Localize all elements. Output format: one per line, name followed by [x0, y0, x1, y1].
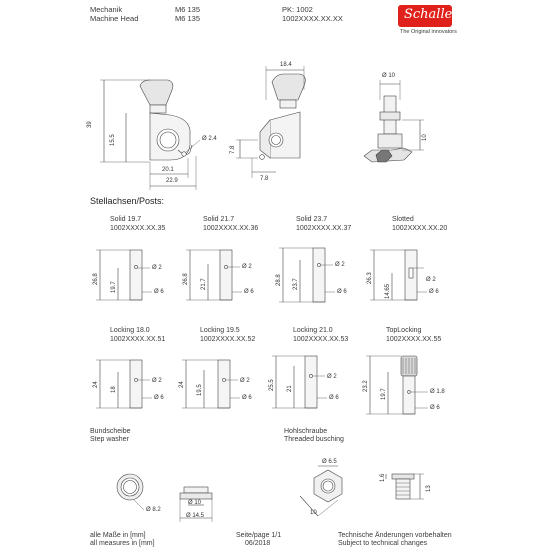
post-hole: Ø 2 — [426, 277, 436, 283]
post-hole: Ø 2 — [152, 265, 162, 271]
post-name: Solid 19.7 — [110, 216, 142, 223]
post-h1: 26.8 — [183, 273, 189, 285]
dim-d2-4: Ø 2.4 — [202, 136, 217, 142]
post-h1: 24 — [93, 381, 99, 388]
header-name-en: Machine Head — [90, 14, 139, 23]
post-diameter: Ø 6 — [242, 395, 252, 401]
footer-page: Seite/page 1/1 — [236, 532, 282, 539]
post-h2: 18 — [111, 386, 117, 393]
brand-tagline: The Original innovators — [400, 29, 457, 35]
post-diameter: Ø 6 — [429, 289, 439, 295]
bushing-13: 13 — [426, 485, 432, 492]
post-code: 1002XXXX.XX.36 — [203, 225, 259, 232]
dim-7-8-horizontal: 7.8 — [260, 176, 269, 182]
post-hole: Ø 2 — [335, 262, 345, 268]
post-h1: 26.3 — [367, 272, 373, 284]
post-diameter: Ø 6 — [154, 289, 164, 295]
washer-d14-5: Ø 14.5 — [186, 513, 205, 519]
post-name: Locking 19.5 — [200, 327, 240, 334]
post-diameter: Ø 6 — [154, 395, 164, 401]
post-h1: 23.2 — [363, 380, 369, 392]
bushing-title-de: Hohlschraube — [284, 428, 328, 435]
post-code: 1002XXXX.XX.53 — [293, 336, 349, 343]
post-name: Locking 21.0 — [293, 327, 333, 334]
washer-title-en: Step washer — [90, 436, 129, 443]
post-hole: Ø 2 — [240, 378, 250, 384]
post-h2: 19.7 — [111, 281, 117, 293]
dim-10: 10 — [422, 134, 428, 141]
threaded-bushing-drawing — [300, 466, 424, 516]
post-h2: 21.7 — [201, 278, 207, 290]
header-model-1: M6 135 — [175, 5, 201, 14]
dim-7-8-vertical: 7.8 — [230, 145, 236, 154]
dim-20-1: 20.1 — [162, 167, 174, 173]
post-h1: 28.8 — [276, 274, 282, 286]
post-hole: Ø 2 — [152, 378, 162, 384]
front-view-drawing — [236, 66, 305, 178]
posts-title: Stellachsen/Posts: — [90, 196, 165, 206]
footer-changes-en: Subject to technical changes — [338, 540, 428, 547]
dim-18-4: 18.4 — [280, 62, 292, 68]
post-hole: Ø 2 — [327, 374, 337, 380]
post-hole: Ø 1.8 — [430, 389, 445, 395]
bushing-10: 10 — [310, 510, 317, 516]
post-code: 1002XXXX.XX.20 — [392, 225, 448, 232]
bushing-title-en: Threaded busching — [284, 436, 344, 443]
post-code: 1002XXXX.XX.55 — [386, 336, 442, 343]
top-view-drawing — [364, 80, 424, 162]
posts-row-1-drawings — [96, 248, 427, 302]
footer-date: 06/2018 — [245, 540, 271, 547]
footer-changes-de: Technische Änderungen vorbehalten — [338, 532, 452, 539]
post-h2: 19.7 — [381, 388, 387, 400]
post-code: 1002XXXX.XX.35 — [110, 225, 166, 232]
dim-15-5: 15.5 — [110, 134, 116, 146]
bushing-1-6: 1.6 — [380, 473, 386, 482]
post-name: Solid 21.7 — [203, 216, 235, 223]
post-h2: 19.5 — [197, 384, 203, 396]
header-part-number: 1002XXXX.XX.XX — [282, 14, 343, 23]
post-h2: 14.65 — [385, 283, 391, 299]
post-diameter: Ø 6 — [329, 395, 339, 401]
post-h2: 23.7 — [293, 278, 299, 290]
footer-measures-de: alle Maße in [mm] — [90, 532, 146, 539]
post-code: 1002XXXX.XX.51 — [110, 336, 166, 343]
washer-title-de: Bundscheibe — [90, 428, 131, 435]
washer-d8-2: Ø 8.2 — [146, 507, 161, 513]
header-name-de: Mechanik — [90, 5, 123, 14]
post-name: TopLocking — [386, 327, 422, 334]
post-code: 1002XXXX.XX.37 — [296, 225, 352, 232]
posts-row-2-drawings — [96, 356, 428, 414]
header-model-2: M6 135 — [175, 14, 201, 23]
post-name: Slotted — [392, 216, 414, 223]
washer-d10: Ø 10 — [188, 500, 202, 506]
post-h1: 25.5 — [269, 379, 275, 391]
post-code: 1002XXXX.XX.52 — [200, 336, 256, 343]
post-h1: 24 — [179, 381, 185, 388]
post-name: Solid 23.7 — [296, 216, 328, 223]
post-diameter: Ø 6 — [337, 289, 347, 295]
dim-d10: Ø 10 — [382, 73, 396, 79]
dim-22-9: 22.9 — [166, 178, 178, 184]
post-diameter: Ø 6 — [430, 405, 440, 411]
dim-39: 39 — [87, 121, 93, 128]
logo-text: Schaller — [404, 7, 459, 22]
post-hole: Ø 2 — [242, 264, 252, 270]
header-pk: PK: 1002 — [282, 5, 313, 14]
post-h1: 26.8 — [93, 273, 99, 285]
post-diameter: Ø 6 — [244, 289, 254, 295]
post-h2: 21 — [287, 385, 293, 392]
bushing-d6-5: Ø 6.5 — [322, 459, 337, 465]
post-name: Locking 18.0 — [110, 327, 150, 334]
footer-measures-en: all measures in [mm] — [90, 540, 155, 547]
